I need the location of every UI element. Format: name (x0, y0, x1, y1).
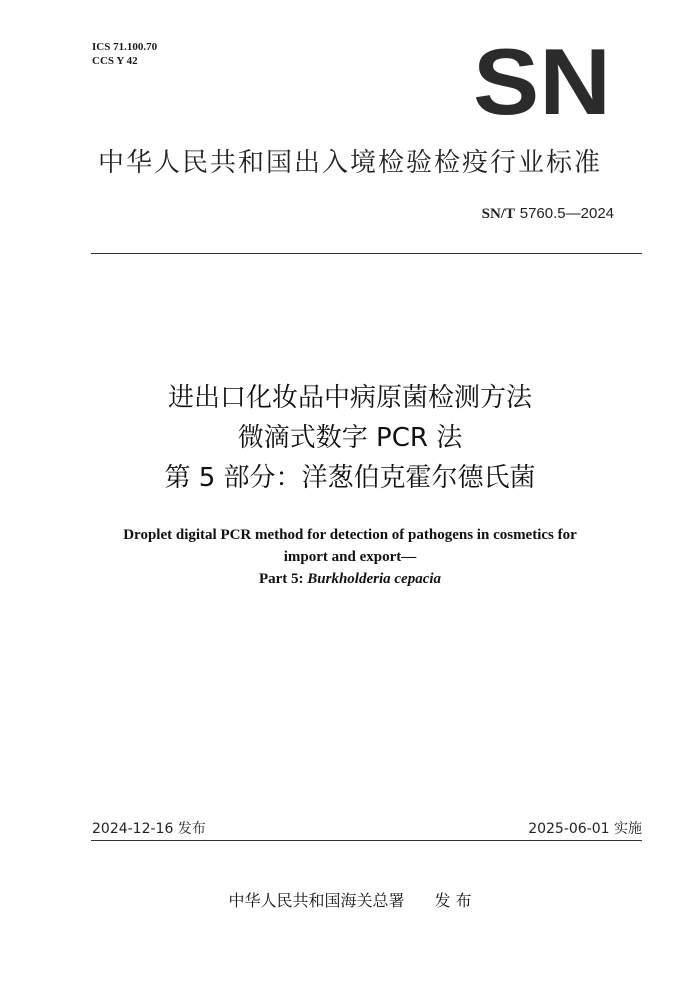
chinese-title-line-3: 第 5 部分：洋葱伯克霍尔德氏菌 (164, 463, 536, 493)
chinese-title-line-2: 微滴式数字 PCR 法 (237, 423, 463, 453)
ics-code: ICS 71.100.70 (92, 41, 158, 53)
publisher-name: 中华人民共和国海关总署 (228, 891, 405, 910)
chinese-title (0, 378, 700, 498)
standard-code: 5760.5—2024 (519, 205, 614, 222)
english-title-line-1: Droplet digital PCR method for detection of pathogens in cosmetics for (123, 527, 577, 543)
ccs-code: CCS Y 42 (92, 55, 138, 67)
sn-logo-text: SN (473, 46, 611, 118)
standard-number (482, 204, 614, 223)
sn-logo (472, 46, 612, 118)
classification-codes (92, 40, 157, 68)
english-title-line-2: import and export— (283, 549, 417, 565)
chinese-title-line-1: 进出口化妆品中病原菌检测方法 (167, 383, 532, 413)
implementation-date: 2025-06-01 实施 (528, 821, 642, 837)
part-species: Burkholderia cepacia (307, 571, 442, 587)
publisher (0, 888, 700, 911)
issue-date: 2024-12-16 发布 (92, 821, 206, 837)
top-divider (91, 253, 642, 254)
publisher-action: 发 布 (434, 891, 472, 910)
organization-title: 中华人民共和国出入境检验检疫行业标准 (97, 148, 602, 178)
english-title (0, 524, 700, 590)
bottom-divider (91, 840, 642, 841)
english-title-part (0, 568, 700, 590)
standard-prefix: SN/T (481, 206, 515, 222)
part-label: Part 5: (258, 571, 308, 587)
